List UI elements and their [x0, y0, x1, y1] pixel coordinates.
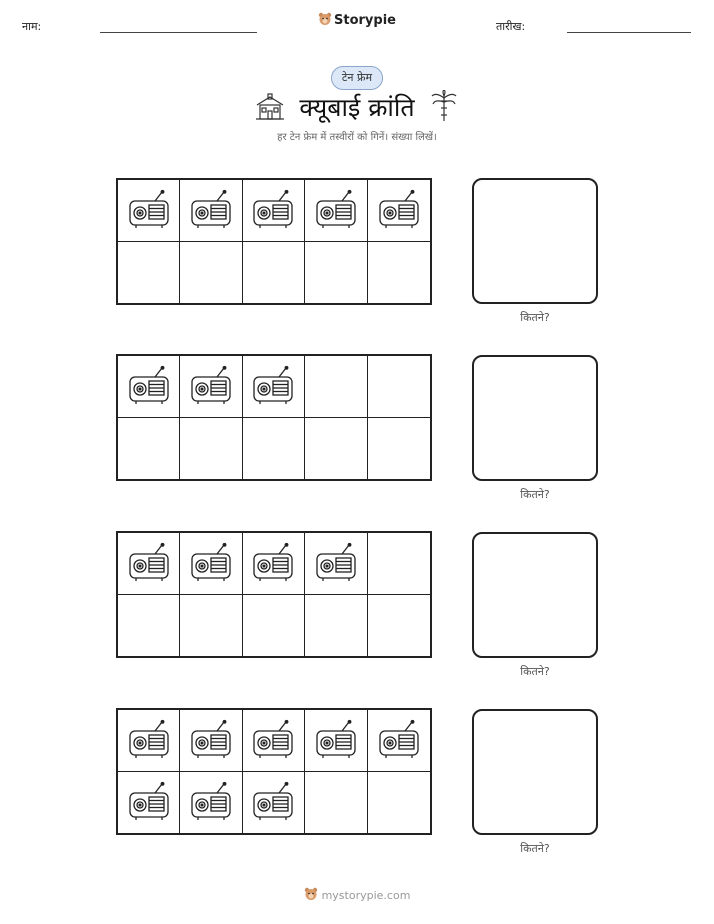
- ten-frame-cell: [305, 356, 367, 418]
- answer-prompt-1: कितने?: [520, 311, 550, 324]
- answer-prompt-3: कितने?: [520, 665, 550, 678]
- answer-box-3[interactable]: [472, 532, 598, 658]
- ten-frame-cell: [243, 533, 305, 595]
- brand-logo: [0, 12, 714, 28]
- ten-frame-cell: [368, 356, 430, 418]
- radio-icon: [315, 719, 357, 761]
- answer-box-2[interactable]: [472, 355, 598, 481]
- ten-frame-cell: [243, 710, 305, 772]
- radio-icon: [190, 365, 232, 407]
- ten-frame-cell: [180, 595, 242, 657]
- ten-frame-cell: [305, 772, 367, 834]
- ten-frame-cell: [180, 356, 242, 418]
- frame-1: [116, 178, 432, 305]
- radio-icon: [252, 719, 294, 761]
- instructions: हर टेन फ्रेम में तस्वीरों को गिनें। संख्या लिखें।: [277, 132, 437, 143]
- ten-frame-cell: [118, 242, 180, 304]
- ten-frame-cell: [118, 710, 180, 772]
- radio-icon: [190, 542, 232, 584]
- ten-frame-cell: [243, 595, 305, 657]
- ten-frame-cell: [368, 180, 430, 242]
- ten-frame-cell: [180, 710, 242, 772]
- ten-frame-cell: [243, 180, 305, 242]
- bear-icon: [304, 887, 318, 901]
- ten-frame-cell: [368, 242, 430, 304]
- ten-frame-cell: [243, 356, 305, 418]
- radio-icon: [128, 365, 170, 407]
- ten-frame-cell: [243, 772, 305, 834]
- frame-3: [116, 531, 432, 658]
- footer: [0, 887, 714, 902]
- radio-icon: [378, 189, 420, 231]
- radio-icon: [252, 542, 294, 584]
- ten-frame-cell: [180, 180, 242, 242]
- ten-frame-cell: [118, 772, 180, 834]
- ten-frame-cell: [243, 418, 305, 480]
- brand-name: Storypie: [334, 13, 396, 28]
- ten-frame-cell: [180, 533, 242, 595]
- ten-frame-cell: [305, 180, 367, 242]
- radio-icon: [190, 719, 232, 761]
- radio-icon: [190, 781, 232, 823]
- ten-frame-cell: [368, 533, 430, 595]
- bear-icon: [318, 12, 332, 26]
- radio-icon: [128, 542, 170, 584]
- radio-icon: [378, 719, 420, 761]
- ten-frame-cell: [305, 533, 367, 595]
- name-line: [100, 32, 257, 33]
- radio-icon: [252, 781, 294, 823]
- ten-frame-cell: [180, 242, 242, 304]
- radio-icon: [252, 365, 294, 407]
- radio-icon: [315, 189, 357, 231]
- radio-icon: [190, 189, 232, 231]
- sugarcane-icon: [430, 90, 458, 122]
- answer-prompt-2: कितने?: [520, 488, 550, 501]
- answer-box-1[interactable]: [472, 178, 598, 304]
- ten-frame-cell: [243, 242, 305, 304]
- ten-frame-cell: [368, 772, 430, 834]
- ten-frame-cell: [118, 180, 180, 242]
- frame-4: [116, 708, 432, 835]
- ten-frame-cell: [368, 418, 430, 480]
- radio-icon: [252, 189, 294, 231]
- ten-frame-cell: [180, 418, 242, 480]
- date-line: [567, 32, 691, 33]
- ten-frame-cell: [118, 418, 180, 480]
- ten-frame-cell: [118, 533, 180, 595]
- topic-tag: टेन फ्रेम: [331, 66, 383, 90]
- frame-2: [116, 354, 432, 481]
- ten-frame-cell: [305, 242, 367, 304]
- ten-frame-cell: [368, 595, 430, 657]
- ten-frame-cell: [118, 356, 180, 418]
- answer-prompt-4: कितने?: [520, 842, 550, 855]
- radio-icon: [128, 719, 170, 761]
- ten-frame-cell: [368, 710, 430, 772]
- ten-frame-cell: [305, 595, 367, 657]
- name-label: नाम:: [22, 20, 42, 33]
- ten-frame-cell: [118, 595, 180, 657]
- radio-icon: [128, 189, 170, 231]
- ten-frame-cell: [305, 418, 367, 480]
- ten-frame-cell: [305, 710, 367, 772]
- footer-url: mystorypie.com: [321, 889, 411, 902]
- date-label: तारीख:: [496, 20, 526, 33]
- radio-icon: [128, 781, 170, 823]
- ten-frame-cell: [180, 772, 242, 834]
- radio-icon: [315, 542, 357, 584]
- page-title: क्यूबाई क्रांति: [299, 93, 415, 122]
- answer-box-4[interactable]: [472, 709, 598, 835]
